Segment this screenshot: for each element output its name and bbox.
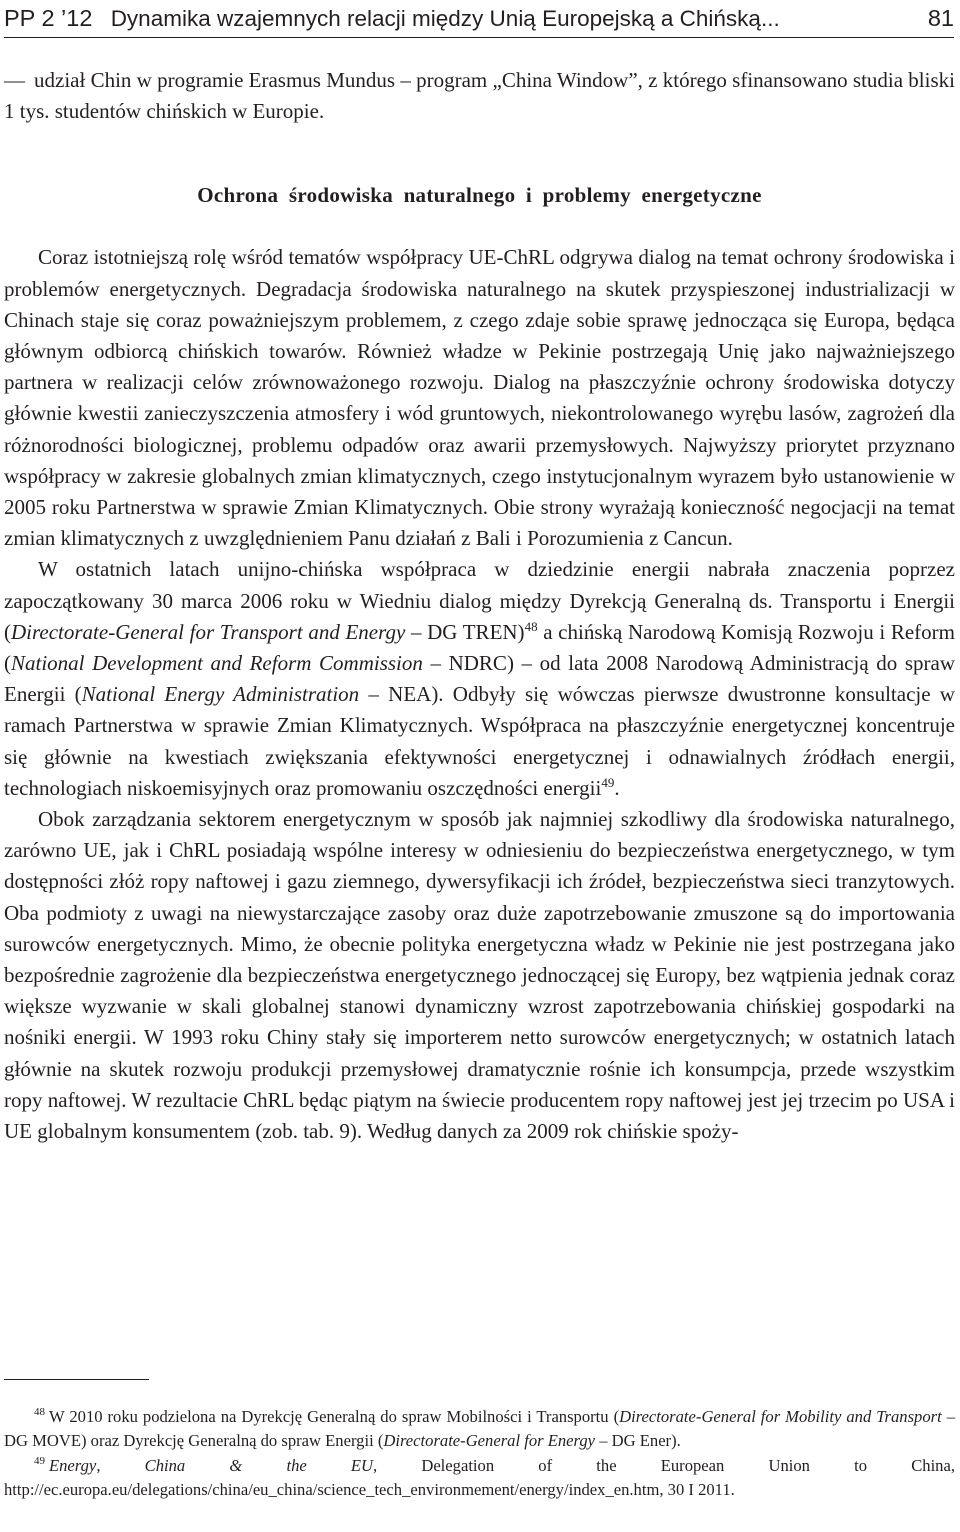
fn49-text-1: , xyxy=(96,1455,145,1475)
footnote-number: 48 xyxy=(34,1406,45,1418)
fn48-italic-1: Directorate-General for Mobility and Transport xyxy=(619,1407,942,1426)
fn48-italic-2: Directorate-General for Energy xyxy=(383,1431,596,1451)
footnote-49 xyxy=(4,1454,955,1503)
paragraph-2 xyxy=(4,554,955,804)
footnote-divider xyxy=(4,1379,149,1380)
p2-italic-1: Directorate-General for Transport and Energy xyxy=(11,619,406,644)
footnote-48 xyxy=(4,1405,955,1454)
footnote-number: 49 xyxy=(34,1454,45,1467)
fn48-text-1: W 2010 roku podzielona na Dyrekcję Generalną do spraw Mobilności i Transportu ( xyxy=(49,1407,620,1426)
p2-italic-2: National Development and Reform Commission xyxy=(11,651,423,676)
paragraph-1: Coraz istotniejszą rolę wśród tematów współpracy UE-ChRL odgrywa dialog na temat ochrony środowiska i problemów energetycznych. Degradacja środowiska naturalnego na skutek przyspieszonej industrializacji w Chinach staje się coraz poważniejszym problemem, z czego zdaje sobie sprawę jednocząca się Europa, będąca głównym odbiorcą chińskich towarów. Również władze w Pekinie postrzegają Unię jako najważniejszego partnera w realizacji celów zrównoważonego rozwoju. Dialog na płaszczyźnie ochrony środowiska dotyczy głównie kwestii zanieczyszczenia atmosfery i wód gruntowych, niekontrolowanego wyrębu lasów, zagrożeń dla różnorodności biologicznej, problemu odpadów oraz awarii przemysłowych. Najwyższy priorytet przyznano współpracy w zakresie globalnych zmian klimatycznych, czego instytucjonalnym wyrazem było ustanowienie w 2005 roku Partnerstwa w sprawie Zmian Klimatycznych. Obie strony wyrażają konieczność negocjacji na temat zmian klimatycznych z uwzględnieniem Panu działań z Bali i Porozumienia z Cancun. xyxy=(4,245,955,551)
p2-text-3: a chińską Narodową Komisją Rozwoju i Reform ( xyxy=(4,619,955,676)
main-text xyxy=(4,65,955,1147)
journal-label: PP 2 ’12 xyxy=(4,5,93,31)
fn49-italic-1: Energy xyxy=(49,1455,97,1475)
list-dash: — xyxy=(4,68,25,92)
fn48-text-3: – DG Ener). xyxy=(595,1431,681,1451)
p2-text-6: . xyxy=(614,775,620,800)
fn49-italic-2: China & the EU xyxy=(144,1455,374,1475)
paragraph-3: Obok zarządzania sektorem energetycznym w sposób jak najmniej szkodliwy dla środowiska naturalnego, zarówno UE, jak i ChRL posiadają wspólne interesy w odniesieniu do bezpieczeństwa energetycznego, w tym dostępności złóż ropy naftowej i gazu ziemnego, dywersyfikacji ich źródeł, bezpieczeństwa sieci tranzytowych. Oba podmioty z uwagi na niewystarczające zasoby oraz duże zapotrzebowanie zmuszone są do importowania surowców energetycznych. Mimo, że obecnie polityka energetyczna władz w Pekinie nie jest postrzegana jako bezpośrednie zagrożenie dla bezpieczeństwa energetycznego jednoczącej się Europy, bez wątpienia jednak coraz większe wyzwanie w skali globalnej stanowi dynamiczny wzrost zapotrzebowania chińskiej gospodarki na nośniki energii. W 1993 roku Chiny stały się importerem netto surowców energetycznych; w ostatnich latach głównie na skutek rozwoju produkcji przemysłowej dramatycznie rośnie ich konsumpcja, przede wszystkim ropy naftowej. W rezultacie ChRL będąc piątym na świecie producentem ropy naftowej jest jej trzecim po USA i UE globalnym konsumentem (zob. tab. 9). Według danych za 2009 rok chińskie spoży- xyxy=(4,807,955,1144)
running-title: Dynamika wzajemnych relacji między Unią Europejską a Chińską... xyxy=(110,6,780,31)
footnotes xyxy=(4,1405,955,1503)
footnote-ref-48[interactable]: 48 xyxy=(524,618,538,634)
fn49-text-2: , Delegation of the European Union to China, http://ec.europa.eu/delegations/china/eu_china/science_tech_environmement/energy/index_en.htm, 30 I 2011. xyxy=(4,1455,955,1500)
running-header xyxy=(4,2,954,38)
p2-text-2: – DG TREN) xyxy=(405,619,525,644)
p2-text-5: – NEA). Odbyły się wówczas pierwsze dwustronne konsultacje w ramach Partnerstwa w sprawie Zmian Klimatycznych. Współpraca na płaszczyźnie energetycznej koncentruje się głównie na kwestiach zwiększania efektywności energetycznej i odnawialnych źródłach energii, technologiach niskoemisyjnych oraz promowaniu oszczędności energii xyxy=(4,682,955,800)
fn48-text-2: – DG MOVE) oraz Dyrekcję Generalną do spraw Energii ( xyxy=(4,1407,955,1451)
section-heading: Ochrona środowiska naturalnego i problemy energetyczne xyxy=(197,183,762,208)
p2-italic-3: National Energy Administration xyxy=(81,682,360,707)
page-number: 81 xyxy=(927,5,954,31)
p2-text-4: – NDRC) – od lata 2008 Narodową Administracją do spraw Energii ( xyxy=(4,651,956,707)
intro-list-item xyxy=(4,65,955,127)
p2-text-1: W ostatnich latach unijno-chińska współpraca w dziedzinie energii nabrała znaczenia poprzez zapoczątkowany 30 marca 2006 roku w Wiedniu dialog między Dyrekcją Generalną ds. Transportu i Energii ( xyxy=(4,557,955,644)
intro-item-text: udział Chin w programie Erasmus Mundus – program „China Window”, z którego sfinansowano studia bliski 1 tys. studentów chińskich w Europie. xyxy=(4,68,955,124)
header-divider xyxy=(4,37,954,38)
footnote-ref-49[interactable]: 49 xyxy=(601,774,615,790)
